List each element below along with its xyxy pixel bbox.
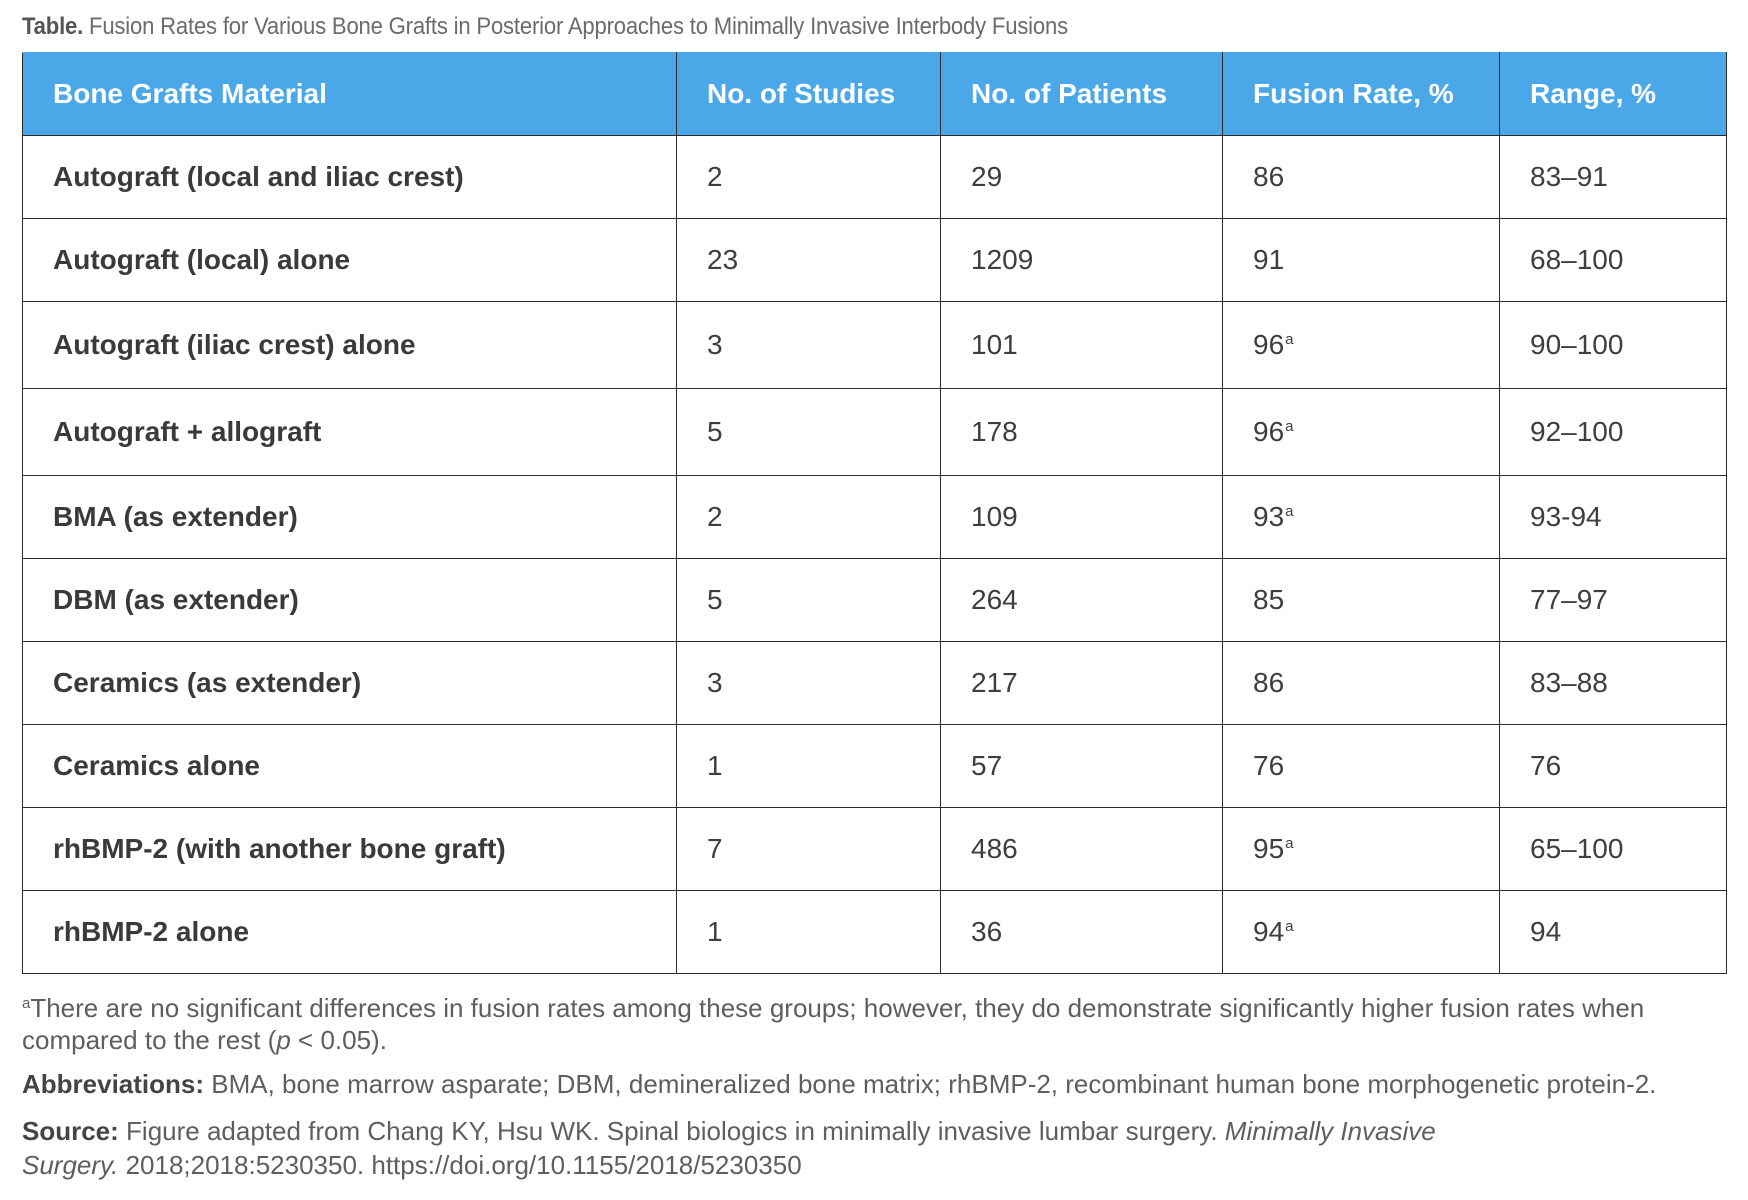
cell-patients: 109 xyxy=(941,476,1223,559)
source-text-after: 2018;2018:5230350. https://doi.org/10.1155/2018/5230350 xyxy=(118,1150,802,1180)
cell-range: 65–100 xyxy=(1500,808,1727,891)
cell-material: Autograft (iliac crest) alone xyxy=(23,302,677,389)
cell-fusion-rate xyxy=(1223,559,1500,642)
cell-material: BMA (as extender) xyxy=(23,476,677,559)
cell-studies: 3 xyxy=(677,302,941,389)
rate-footnote-marker: a xyxy=(1285,331,1294,348)
source-journal: Minimally Invasive Surgery. xyxy=(22,1116,1436,1180)
table-row xyxy=(23,808,1727,891)
cell-range: 83–88 xyxy=(1500,642,1727,725)
cell-fusion-rate xyxy=(1223,219,1500,302)
caption-text: Fusion Rates for Various Bone Grafts in Posterior Approaches to Minimally Invasive Interbody Fusions xyxy=(89,13,1068,40)
cell-fusion-rate xyxy=(1223,642,1500,725)
cell-studies: 2 xyxy=(677,136,941,219)
cell-studies: 3 xyxy=(677,642,941,725)
table-row xyxy=(23,476,1727,559)
footnote-marker: a xyxy=(22,995,31,1012)
rate-value: 96 xyxy=(1253,416,1285,447)
rate-value: 94 xyxy=(1253,916,1285,947)
rate-footnote-marker: a xyxy=(1285,503,1294,520)
cell-patients: 101 xyxy=(941,302,1223,389)
fusion-rates-table xyxy=(22,52,1727,974)
cell-fusion-rate xyxy=(1223,389,1500,476)
cell-range: 93-94 xyxy=(1500,476,1727,559)
cell-range: 83–91 xyxy=(1500,136,1727,219)
cell-patients: 264 xyxy=(941,559,1223,642)
cell-studies: 1 xyxy=(677,891,941,974)
table-row xyxy=(23,219,1727,302)
caption-label: Table. xyxy=(22,13,84,40)
cell-material: rhBMP-2 (with another bone graft) xyxy=(23,808,677,891)
rate-value: 95 xyxy=(1253,833,1285,864)
cell-range: 68–100 xyxy=(1500,219,1727,302)
cell-patients: 1209 xyxy=(941,219,1223,302)
header-fusion-rate: Fusion Rate, % xyxy=(1223,53,1500,136)
table-row xyxy=(23,642,1727,725)
table-row xyxy=(23,891,1727,974)
rate-value: 85 xyxy=(1253,584,1285,615)
cell-material: Autograft (local) alone xyxy=(23,219,677,302)
cell-fusion-rate xyxy=(1223,725,1500,808)
cell-fusion-rate xyxy=(1223,891,1500,974)
cell-patients: 486 xyxy=(941,808,1223,891)
cell-patients: 36 xyxy=(941,891,1223,974)
cell-studies: 2 xyxy=(677,476,941,559)
cell-range: 92–100 xyxy=(1500,389,1727,476)
cell-material: DBM (as extender) xyxy=(23,559,677,642)
cell-patients: 178 xyxy=(941,389,1223,476)
cell-studies: 7 xyxy=(677,808,941,891)
footnote-p-symbol: p xyxy=(276,1025,291,1055)
abbreviations-text: BMA, bone marrow asparate; DBM, demineralized bone matrix; rhBMP-2, recombinant human bone morphogenetic protein-2. xyxy=(204,1069,1657,1099)
header-row xyxy=(23,53,1727,136)
cell-patients: 217 xyxy=(941,642,1223,725)
header-range: Range, % xyxy=(1500,53,1727,136)
footnote-text-before: There are no significant differences in fusion rates among these groups; however, they do demonstrate significantly higher fusion rates when compared to the rest ( xyxy=(22,993,1645,1055)
rate-footnote-marker: a xyxy=(1285,918,1294,935)
cell-patients: 57 xyxy=(941,725,1223,808)
cell-fusion-rate xyxy=(1223,808,1500,891)
table-row xyxy=(23,725,1727,808)
cell-material: Ceramics alone xyxy=(23,725,677,808)
cell-material: Autograft (local and iliac crest) xyxy=(23,136,677,219)
cell-range: 76 xyxy=(1500,725,1727,808)
table-row xyxy=(23,302,1727,389)
abbreviations-note xyxy=(22,1068,1722,1100)
rate-value: 91 xyxy=(1253,244,1285,275)
table-footnote xyxy=(22,988,1712,1056)
cell-fusion-rate xyxy=(1223,136,1500,219)
header-material: Bone Grafts Material xyxy=(23,53,677,136)
cell-studies: 5 xyxy=(677,559,941,642)
table-row xyxy=(23,389,1727,476)
cell-studies: 1 xyxy=(677,725,941,808)
rate-footnote-marker: a xyxy=(1285,835,1294,852)
rate-value: 86 xyxy=(1253,161,1285,192)
cell-fusion-rate xyxy=(1223,302,1500,389)
abbreviations-label: Abbreviations: xyxy=(22,1069,205,1099)
rate-value: 76 xyxy=(1253,750,1285,781)
table-caption xyxy=(22,10,1068,44)
rate-value: 93 xyxy=(1253,501,1285,532)
table-row xyxy=(23,559,1727,642)
footnote-text-after: < 0.05). xyxy=(290,1025,387,1055)
cell-material: rhBMP-2 alone xyxy=(23,891,677,974)
cell-range: 77–97 xyxy=(1500,559,1727,642)
cell-range: 90–100 xyxy=(1500,302,1727,389)
cell-patients: 29 xyxy=(941,136,1223,219)
cell-range: 94 xyxy=(1500,891,1727,974)
source-note xyxy=(22,1114,1502,1182)
source-text-before: Figure adapted from Chang KY, Hsu WK. Spinal biologics in minimally invasive lumbar surgery. xyxy=(118,1116,1225,1146)
rate-footnote-marker: a xyxy=(1285,418,1294,435)
cell-fusion-rate xyxy=(1223,476,1500,559)
rate-value: 96 xyxy=(1253,329,1285,360)
cell-material: Autograft + allograft xyxy=(23,389,677,476)
cell-studies: 23 xyxy=(677,219,941,302)
cell-material: Ceramics (as extender) xyxy=(23,642,677,725)
table-row xyxy=(23,136,1727,219)
source-label: Source: xyxy=(22,1116,119,1146)
cell-studies: 5 xyxy=(677,389,941,476)
rate-value: 86 xyxy=(1253,667,1285,698)
header-studies: No. of Studies xyxy=(677,53,941,136)
header-patients: No. of Patients xyxy=(941,53,1223,136)
